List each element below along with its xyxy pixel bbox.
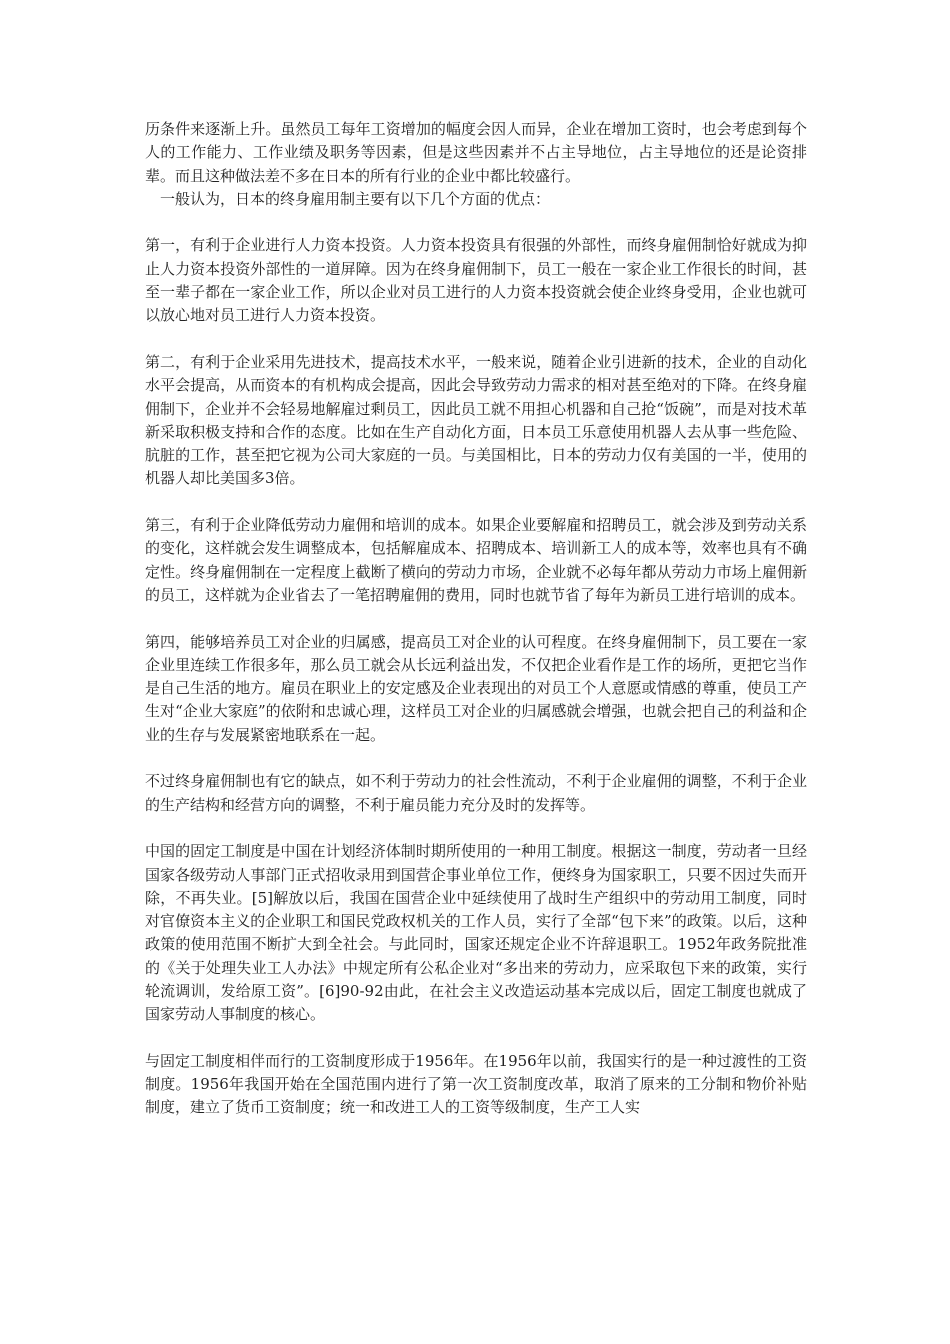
paragraph-gap: [145, 211, 807, 234]
paragraph-gap: [145, 817, 807, 840]
paragraph-8: 中国的固定工制度是中国在计划经济体制时期所使用的一种用工制度。根据这一制度，劳动者一旦经国家各级劳动人事部门正式招收录用到国营企事业单位工作，便终身为国家职工，只要不因过失而开除，不再失业。[5]解放以后，我国在国营企业中延续使用了战时生产组织中的劳动用工制度，同时对官僚资本主义的企业职工和国民党政权机关的工作人员，实行了全部“包下来”的政策。以后，这种政策的使用范围不断扩大到全社会。与此同时，国家还规定企业不许辞退职工。1952年政务院批准的《关于处理失业工人办法》中规定所有公私企业对“多出来的劳动力，应采取包下来的政策，实行轮流调训，发给原工资”。[6]90-92由此，在社会主义改造运动基本完成以后，固定工制度也就成了国家劳动人事制度的核心。: [145, 842, 807, 1024]
paragraph-gap: [145, 328, 807, 351]
paragraph-6: 第四，能够培养员工对企业的归属感，提高员工对企业的认可程度。在终身雇佣制下，员工要在一家企业里连续工作很多年，那么员工就会从长远利益出发，不仅把企业看作是工作的场所，更把它当作是自己生活的地方。雇员在职业上的安定感及企业表现出的对员工个人意愿或情感的尊重，使员工产生对“企业大家庭”的依附和忠诚心理，这样员工对企业的归属感就会增强，也就会把自己的利益和企业的生存与发展紧密地联系在一起。: [145, 632, 807, 744]
paragraph-gap: [145, 1027, 807, 1050]
paragraph-5: 第三，有利于企业降低劳动力雇佣和培训的成本。如果企业要解雇和招聘员工，就会涉及到劳动关系的变化，这样就会发生调整成本，包括解雇成本、招聘成本、培训新工人的成本等，效率也具有不确定性。终身雇佣制在一定程度上截断了横向的劳动力市场，企业就不必每年都从劳动力市场上雇佣新的员工，这样就为企业省去了一笔招聘雇佣的费用，同时也就节省了每年为新员工进行培训的成本。: [145, 516, 807, 604]
paragraph-gap: [145, 607, 807, 630]
document-body: [145, 118, 807, 1120]
paragraph-9: 与固定工制度相伴而行的工资制度形成于1956年。在1956年以前，我国实行的是一种过渡性的工资制度。1956年我国开始在全国范围内进行了第一次工资制度改革，取消了原来的工分制和物价补贴制度，建立了货币工资制度；统一和改进工人的工资等级制度，生产工人实: [145, 1051, 807, 1117]
paragraph-2: 一般认为，日本的终身雇用制主要有以下几个方面的优点：: [160, 189, 551, 208]
paragraph-7: 不过终身雇佣制也有它的缺点，如不利于劳动力的社会性流动，不利于企业雇佣的调整，不利于企业的生产结构和经营方向的调整，不利于雇员能力充分及时的发挥等。: [145, 772, 807, 814]
paragraph-3: 第一，有利于企业进行人力资本投资。人力资本投资具有很强的外部性，而终身雇佣制恰好就成为抑止人力资本投资外部性的一道屏障。因为在终身雇佣制下，员工一般在一家企业工作很长的时间，甚至一辈子都在一家企业工作，所以企业对员工进行的人力资本投资就会使企业终身受用，企业也就可以放心地对员工进行人力资本投资。: [145, 236, 807, 325]
paragraph-gap: [145, 747, 807, 770]
paragraph-4: 第二，有利于企业采用先进技术，提高技术水平，一般来说，随着企业引进新的技术，企业的自动化水平会提高，从而资本的有机构成会提高，因此会导致劳动力需求的相对甚至绝对的下降。在终身雇佣制下，企业并不会轻易地解雇过剩员工，因此员工就不用担心机器和自己抢“饭碗”，而是对技术革新采取积极支持和合作的态度。比如在生产自动化方面，日本员工乐意使用机器人去从事一些危险、肮脏的工作，甚至把它视为公司大家庭的一员。与美国相比，日本的劳动力仅有美国的一半，使用的机器人却比美国多3倍。: [145, 352, 807, 488]
paragraph-1: 历条件来逐渐上升。虽然员工每年工资增加的幅度会因人而异，企业在增加工资时，也会考虑到每个人的工作能力、工作业绩及职务等因素，但是这些因素并不占主导地位，占主导地位的还是论资排辈。而且这种做法差不多在日本的所有行业的企业中都比较盛行。: [145, 120, 807, 185]
paragraph-gap: [145, 491, 807, 514]
